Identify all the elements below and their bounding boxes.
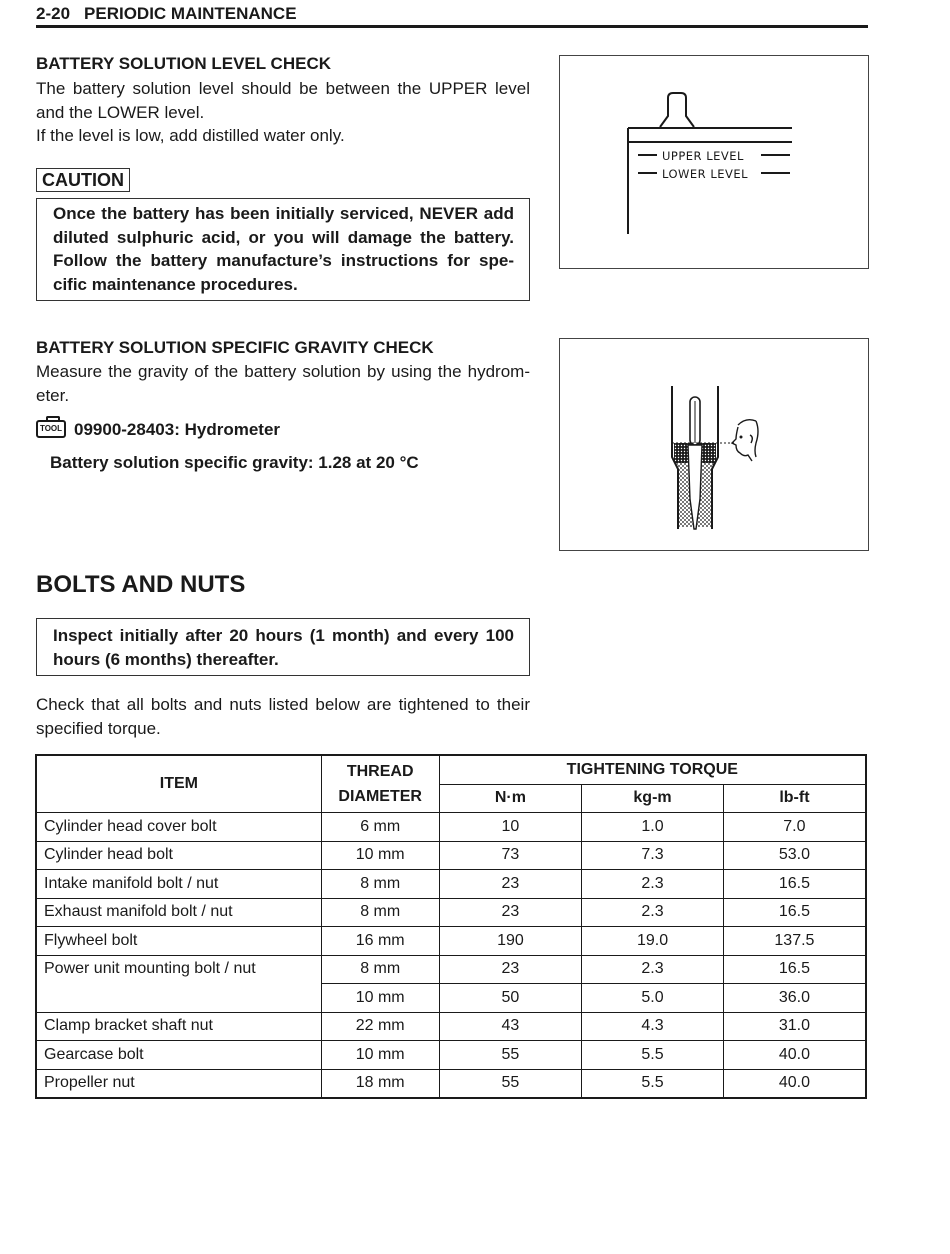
nm-cell: 55 xyxy=(439,1069,582,1098)
diameter-cell: 8 mm xyxy=(321,898,439,927)
gravity-check-heading: BATTERY SOLUTION SPECIFIC GRAVITY CHECK xyxy=(36,338,434,357)
upper-level-label: UPPER LEVEL xyxy=(662,149,744,163)
diameter-cell: 10 mm xyxy=(321,984,439,1013)
caution-box xyxy=(36,198,530,301)
battery-level-figure xyxy=(559,55,869,269)
text-line: Check that all bolts and nuts listed below are tightened to their xyxy=(36,695,530,714)
nm-cell: 50 xyxy=(439,984,582,1013)
bolts-intro xyxy=(36,693,530,740)
text-line: Measure the gravity of the battery solution by using the hydrom- xyxy=(36,362,530,381)
nm-cell: 55 xyxy=(439,1041,582,1070)
diameter-cell: 16 mm xyxy=(321,927,439,956)
diameter-cell: 10 mm xyxy=(321,1041,439,1070)
diameter-cell: 22 mm xyxy=(321,1012,439,1041)
lbft-cell: 36.0 xyxy=(723,984,866,1013)
nm-cell: 73 xyxy=(439,841,582,870)
table-row xyxy=(36,1041,866,1070)
page-header xyxy=(36,3,868,28)
diameter-cell: 8 mm xyxy=(321,870,439,899)
nm-cell: 23 xyxy=(439,955,582,984)
table-row xyxy=(36,1069,866,1098)
lbft-cell: 7.0 xyxy=(723,813,866,842)
text-line: and the LOWER level. xyxy=(36,102,205,122)
col-thread-line: DIAMETER xyxy=(338,788,422,805)
lbft-cell: 16.5 xyxy=(723,898,866,927)
page-number: 2-20 xyxy=(36,4,71,23)
lbft-cell: 16.5 xyxy=(723,870,866,899)
col-thread-line: THREAD xyxy=(346,763,414,780)
text-line: The battery solution level should be between the UPPER level xyxy=(36,79,530,98)
item-cell: Clamp bracket shaft nut xyxy=(36,1012,321,1041)
bolts-heading: BOLTS AND NUTS xyxy=(36,571,246,598)
gravity-check-text xyxy=(36,360,530,407)
battery-level-drawing xyxy=(560,56,868,268)
caution-line: cific maintenance procedures. xyxy=(53,274,298,294)
nm-cell: 10 xyxy=(439,813,582,842)
level-check-text xyxy=(36,77,530,148)
table-row xyxy=(36,1012,866,1041)
notice-line: hours (6 months) thereafter. xyxy=(53,649,279,669)
kgm-cell: 2.3 xyxy=(582,898,724,927)
lbft-cell: 137.5 xyxy=(723,927,866,956)
lbft-cell: 53.0 xyxy=(723,841,866,870)
kgm-cell: 2.3 xyxy=(582,955,724,984)
col-item-header: ITEM xyxy=(36,755,321,813)
tool-row xyxy=(36,419,280,441)
table-header-row xyxy=(36,755,866,784)
col-torque-header: TIGHTENING TORQUE xyxy=(439,755,866,784)
kgm-cell: 7.3 xyxy=(582,841,724,870)
item-cell: Power unit mounting bolt / nut xyxy=(36,955,321,1012)
kgm-cell: 4.3 xyxy=(582,1012,724,1041)
level-check-heading: BATTERY SOLUTION LEVEL CHECK xyxy=(36,54,332,73)
table-row xyxy=(36,841,866,870)
table-row xyxy=(36,955,866,984)
gravity-spec: Battery solution specific gravity: 1.28 at 20 °C xyxy=(50,453,419,472)
nm-cell: 23 xyxy=(439,898,582,927)
torque-table xyxy=(35,754,867,1099)
col-lbft-header: lb-ft xyxy=(723,784,866,813)
text-line: If the level is low, add distilled water only. xyxy=(36,126,345,145)
lbft-cell: 16.5 xyxy=(723,955,866,984)
item-cell: Cylinder head bolt xyxy=(36,841,321,870)
item-cell: Flywheel bolt xyxy=(36,927,321,956)
col-kgm-header: kg-m xyxy=(582,784,724,813)
table-row xyxy=(36,870,866,899)
page-title: PERIODIC MAINTENANCE xyxy=(84,4,297,23)
item-cell: Cylinder head cover bolt xyxy=(36,813,321,842)
table-row xyxy=(36,927,866,956)
item-cell: Intake manifold bolt / nut xyxy=(36,870,321,899)
bolts-notice-box xyxy=(36,618,530,676)
kgm-cell: 5.5 xyxy=(582,1041,724,1070)
diameter-cell: 8 mm xyxy=(321,955,439,984)
item-cell: Exhaust manifold bolt / nut xyxy=(36,898,321,927)
caution-line: Follow the battery manufacture’s instructions for spe- xyxy=(53,251,514,270)
notice-line: Inspect initially after 20 hours (1 month) and every 100 xyxy=(53,626,514,645)
kgm-cell: 2.3 xyxy=(582,870,724,899)
diameter-cell: 10 mm xyxy=(321,841,439,870)
nm-cell: 23 xyxy=(439,870,582,899)
text-line: specified torque. xyxy=(36,718,161,738)
text-line: eter. xyxy=(36,385,70,405)
lbft-cell: 31.0 xyxy=(723,1012,866,1041)
caution-line: diluted sulphuric acid, or you will damage the battery. xyxy=(53,227,514,247)
kgm-cell: 1.0 xyxy=(582,813,724,842)
hydrometer-drawing xyxy=(560,339,868,550)
col-nm-header: N·m xyxy=(439,784,582,813)
kgm-cell: 5.5 xyxy=(582,1069,724,1098)
table-row xyxy=(36,898,866,927)
diameter-cell: 18 mm xyxy=(321,1069,439,1098)
hydrometer-figure xyxy=(559,338,869,551)
diameter-cell: 6 mm xyxy=(321,813,439,842)
lbft-cell: 40.0 xyxy=(723,1041,866,1070)
kgm-cell: 19.0 xyxy=(582,927,724,956)
nm-cell: 190 xyxy=(439,927,582,956)
lower-level-label: LOWER LEVEL xyxy=(662,167,749,181)
tool-name: 09900-28403: Hydrometer xyxy=(74,420,281,439)
caution-label: CAUTION xyxy=(36,168,130,192)
tool-icon: TOOL xyxy=(36,420,66,438)
item-cell: Gearcase bolt xyxy=(36,1041,321,1070)
table-row xyxy=(36,813,866,842)
lbft-cell: 40.0 xyxy=(723,1069,866,1098)
kgm-cell: 5.0 xyxy=(582,984,724,1013)
item-cell: Propeller nut xyxy=(36,1069,321,1098)
nm-cell: 43 xyxy=(439,1012,582,1041)
col-thread-header xyxy=(321,755,439,813)
caution-line: Once the battery has been initially serviced, NEVER add xyxy=(53,204,514,223)
